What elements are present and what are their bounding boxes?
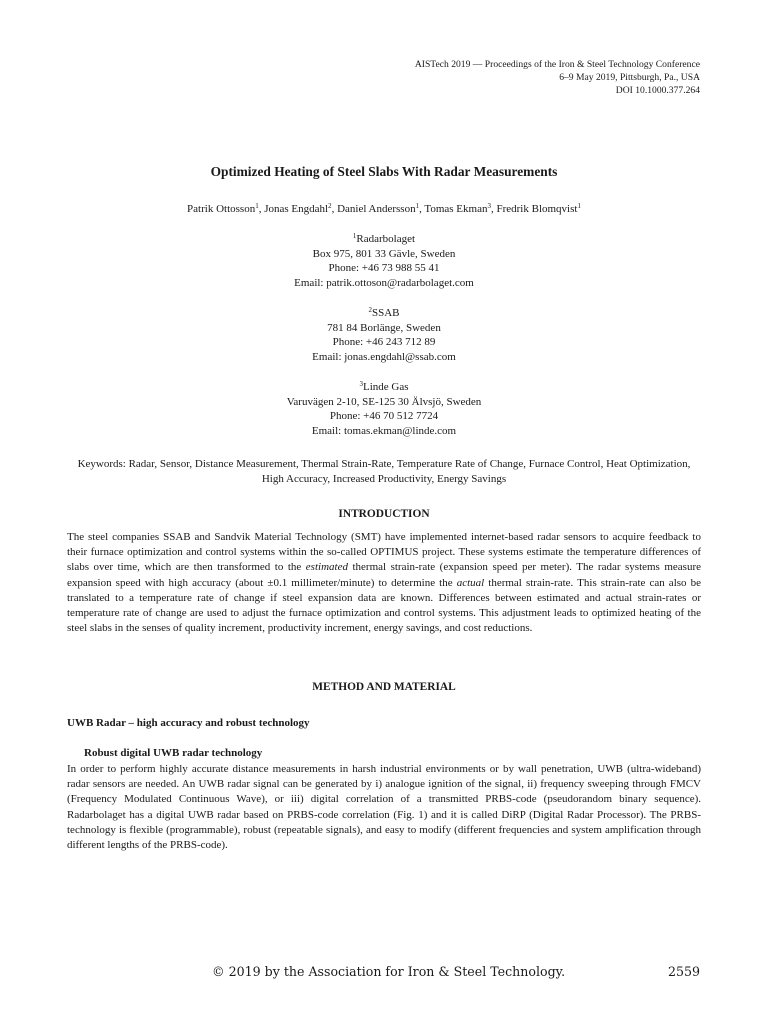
affiliation-email[interactable]: Email: tomas.ekman@linde.com <box>311 424 457 437</box>
header-conference: AISTech 2019 — Proceedings of the Iron & Steel Technology Conference <box>414 59 700 70</box>
affiliation-org <box>0 306 768 321</box>
affiliation-address: Box 975, 801 33 Gävle, Sweden <box>312 247 456 260</box>
conference-header <box>415 58 700 97</box>
affiliation-block <box>0 232 768 290</box>
intro-text: thermal strain-rate (expansion speed per meter). The radar systems measure expansion speed with high accuracy (about ±0.1 millimeter/minute) to determine the <box>67 561 701 589</box>
intro-emphasis: estimated <box>305 561 348 574</box>
affiliation-mark: 1 <box>352 232 357 240</box>
affiliation-address: 781 84 Borlänge, Sweden <box>327 321 441 334</box>
affiliation-org-name: Linde Gas <box>362 381 409 393</box>
affiliation-org-name: Radarbolaget <box>356 233 416 245</box>
affiliation-phone: Phone: +46 70 512 7724 <box>329 410 439 423</box>
author-name: Daniel Andersson <box>337 203 416 215</box>
affiliation-address: Varuvägen 2-10, SE-125 30 Älvsjö, Sweden <box>286 395 482 408</box>
affiliation-phone: Phone: +46 243 712 89 <box>332 336 436 349</box>
page-number: 2559 <box>667 964 700 979</box>
author-affiliation-mark: 2 <box>328 202 332 210</box>
section-heading-method: METHOD AND MATERIAL <box>312 681 456 693</box>
author-name: Jonas Engdahl <box>264 203 329 215</box>
author-affiliation-mark: 1 <box>577 202 581 210</box>
intro-text: thermal strain-rate. This strain-rate can also be translated to a temperature rate of change if steel expansion data are known. Differences between estimated and actual strain-rates or temperature rate of change are used to adjust the furnace optimization and control systems. This adjustment leads to optimized heating of the steel slabs in the senses of quality increment, productivity increment, energy savings, and cost reductions. <box>67 576 701 635</box>
author-name: Patrik Ottosson <box>187 203 256 215</box>
author-name: Tomas Ekman <box>424 203 488 215</box>
author-list: Patrik Ottosson$^1$, Jonas Engdahl$^2$, Daniel Andersson$^1$, Tomas Ekman$^3$, Fredrik Blomqvist$^1$ <box>187 202 581 215</box>
intro-text: The steel companies SSAB and Sandvik Material Technology (SMT) have implemented internet-based radar sensors to acquire feedback to their furnace optimization and control systems within the so-called OPTIMUS project. These systems estimate the temperature differences of slabs over time, which are then transformed to the <box>67 531 701 574</box>
introduction-paragraph <box>67 530 701 636</box>
author-affiliation-mark: 1 <box>415 202 420 210</box>
author-name: Fredrik Blomqvist <box>496 203 578 215</box>
affiliation-mark: 3 <box>359 380 363 388</box>
copyright-footer: © 2019 by the Association for Iron & Steel Technology. <box>212 964 566 979</box>
subsection-heading: UWB Radar – high accuracy and robust technology <box>67 717 310 729</box>
affiliation-mark: 2 <box>368 306 372 314</box>
affiliation-email[interactable]: Email: jonas.engdahl@ssab.com <box>312 350 456 363</box>
intro-emphasis: actual <box>456 576 485 589</box>
affiliation-org-name: SSAB <box>371 307 400 319</box>
affiliation-block <box>0 380 768 438</box>
affiliation-email[interactable]: Email: patrik.ottoson@radarbolaget.com <box>294 276 474 289</box>
header-date-location: 6–9 May 2019, Pittsburgh, Pa., USA <box>559 72 700 83</box>
header-doi: DOI 10.1000.377.264 <box>615 85 700 96</box>
affiliation-block <box>0 306 768 364</box>
keywords: Keywords: Radar, Sensor, Distance Measurement, Thermal Strain-Rate, Temperature Rate of Change, Furnace Control, Heat Optimization, High Accuracy, Increased Productivity, Energy Savings <box>77 458 691 485</box>
subsubsection-heading: Robust digital UWB radar technology <box>84 747 263 759</box>
affiliation-org <box>0 380 768 395</box>
section-heading-introduction: INTRODUCTION <box>338 508 430 520</box>
paper-title: Optimized Heating of Steel Slabs With Radar Measurements <box>210 164 558 179</box>
author-affiliation-mark: 3 <box>487 202 491 210</box>
affiliation-phone: Phone: +46 73 988 55 41 <box>328 262 440 275</box>
method-paragraph: In order to perform highly accurate distance measurements in harsh industrial environments or by wall penetration, UWB (ultra-wideband) radar sensors are needed. An UWB radar signal can be generated by i) analogue ignition of the signal, ii) frequency sweeping through FMCV (Frequency Modulated Continuous Wave), or iii) digital correlation of a transmitted PRBS-code (pseudorandom binary sequence). Radarbolaget has a digital UWB radar based on PRBS-code correlation (Fig. 1) and it is called DiRP (Digital Radar Processor). The PRBS-technology is flexible (programmable), robust (repeatable signals), and easy to modify (different frequencies and system amplification through different lengths of the PRBS-code). <box>67 763 701 852</box>
author-affiliation-mark: 1 <box>255 202 259 210</box>
affiliation-org <box>0 232 768 247</box>
